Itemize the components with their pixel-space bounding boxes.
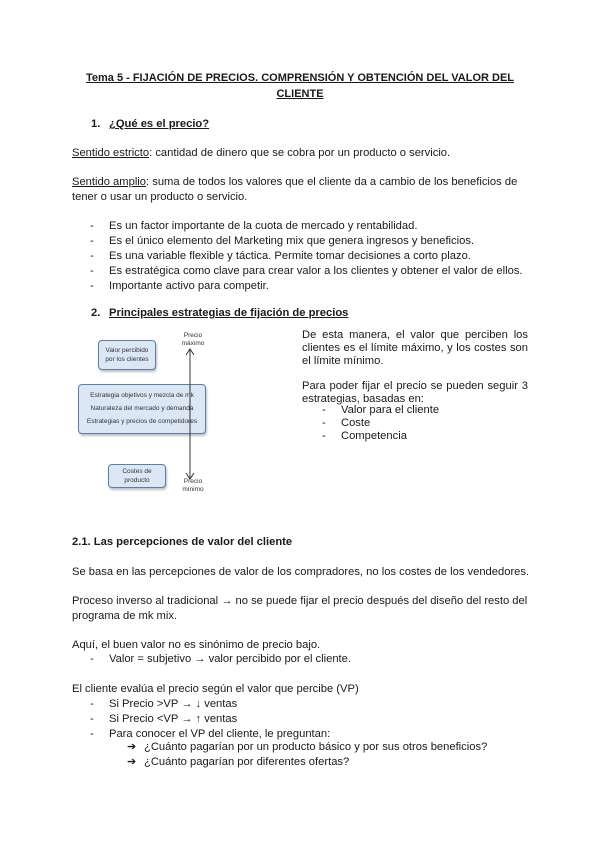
limits-paragraph: De esta manera, el valor que perciben los clientes es el límite máximo, y los costes son el límite mínimo. (302, 329, 528, 367)
strict-label: Sentido estricto (72, 147, 150, 159)
vp-evaluation-paragraph: El cliente evalúa el precio según el valor que percibe (VP) (72, 683, 359, 695)
price-characteristics-list (90, 219, 523, 294)
good-value-paragraph: Aquí, el buen valor no es sinónimo de precio bajo. (72, 639, 321, 651)
pricing-diagram (78, 328, 218, 500)
list-item: - Si Precio >VP → ↓ ventas (90, 698, 238, 710)
value-subjective-list (90, 652, 351, 667)
broad-label: Sentido amplio (72, 176, 147, 188)
arrow-icon: ➔ (127, 756, 137, 768)
broad-text-1: : suma de todos los valores que el cliente da a cambio de los beneficios de (146, 176, 518, 188)
strict-text: : cantidad de dinero que se cobra por un producto o servicio. (149, 147, 451, 159)
list-item: - Valor para el cliente (322, 404, 440, 416)
list-item: - Competencia (322, 430, 407, 442)
broad-definition-line1 (72, 175, 517, 190)
section-2-number: 2. (91, 307, 101, 319)
section-1-heading: ¿Qué es el precio? (109, 118, 210, 130)
list-item: - Coste (322, 417, 371, 429)
list-item: - Es una variable flexible y táctica. Permite tomar decisiones a corto plazo. (90, 250, 471, 262)
strict-definition (72, 146, 450, 161)
page-title: Tema 5 - FIJACIÓN DE PRECIOS. COMPRENSIÓN Y OBTENCIÓN DEL VALOR DEL CLIENTE (85, 72, 515, 100)
min-price-label: Precio mínimo (182, 478, 204, 493)
list-item: - Importante activo para competir. (90, 280, 269, 292)
factors-box: Estrategia objetivos y mezcla de mk Naturaleza del mercado y demanda Estrategias y precios de competidores (78, 384, 206, 434)
section-2-heading: Principales estrategias de fijación de precios (109, 307, 349, 319)
product-cost-box: Costes de producto (108, 464, 166, 488)
inverse-process-line1: Proceso inverso al tradicional → no se puede fijar el precio después del diseño del resto del (72, 595, 528, 607)
strategies-list (322, 404, 439, 443)
questions-list (127, 740, 487, 770)
price-range-arrow-icon (182, 346, 198, 482)
list-item: - Es un factor importante de la cuota de mercado y rentabilidad. (90, 220, 418, 232)
vp-list (90, 697, 330, 742)
perception-basis-paragraph: Se basa en las percepciones de valor de los compradores, no los costes de los vendedores. (72, 566, 530, 578)
list-item: - Para conocer el VP del cliente, le preguntan: (90, 728, 331, 740)
list-item: - Valor = subjetivo → valor percibido por el cliente. (90, 653, 351, 665)
perceived-value-box: Valor percibido por los clientes (98, 340, 156, 370)
arrow-icon: ➔ (127, 741, 137, 753)
list-item: ➔ ¿Cuánto pagarían por diferentes ofertas? (127, 756, 350, 768)
strategies-intro: Para poder fijar el precio se pueden seguir 3 estrategias, basadas en: (302, 380, 528, 405)
section-2-1-heading: 2.1. Las percepciones de valor del cliente (72, 536, 293, 548)
list-item: - Es estratégica como clave para crear valor a los clientes y obtener el valor de ellos. (90, 265, 523, 277)
list-item: ➔ ¿Cuánto pagarían por un producto básico y por sus otros beneficios? (127, 741, 488, 753)
list-item: - Si Precio <VP → ↑ ventas (90, 713, 238, 725)
max-price-label: Precio máximo (181, 332, 205, 347)
broad-definition-line2: tener o usar un producto o servicio. (72, 191, 248, 203)
list-item: - Es el único elemento del Marketing mix que genera ingresos y beneficios. (90, 235, 475, 247)
inverse-process-line2: programa de mk mix. (72, 610, 178, 622)
section-1-number: 1. (91, 118, 101, 130)
